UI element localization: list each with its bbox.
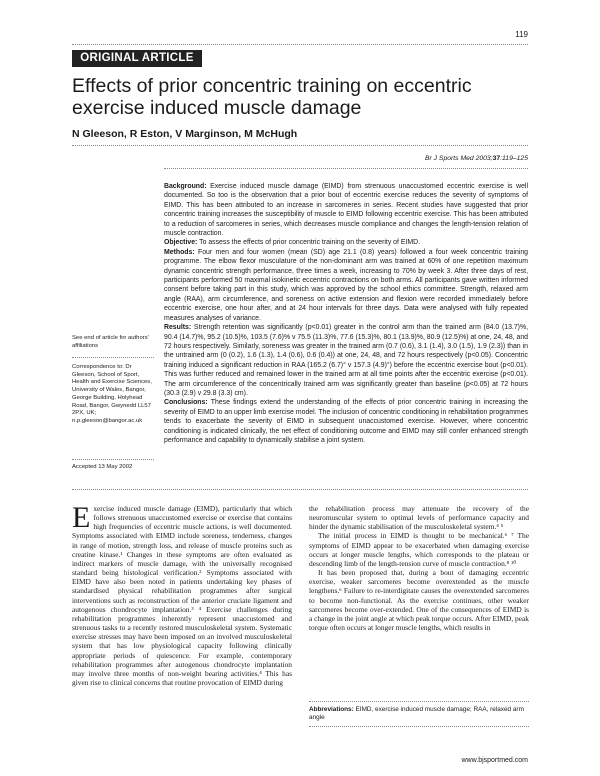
body-paragraph: the rehabilitation process may attenuate the recovery of the neuromuscular system to optimal levels of performance capacity and hinder the dynamic stabilisation of the musculoskeletal system.⁴ ⁵ bbox=[309, 504, 529, 532]
article-title: Effects of prior concentric training on eccentric exercise induced muscle damage bbox=[72, 75, 472, 119]
background-label: Background: bbox=[164, 183, 207, 190]
correspondence-note: Correspondence to: Dr Gleeson, School of Sport, Health and Exercise Sciences, University of Wales, Bangor, George Building, Holyhead Road, Bangor, Gwynedd LL57 2PX, UK; n.p.gleeson@bangor.ac.uk bbox=[72, 364, 152, 424]
abstract-objective bbox=[164, 238, 528, 247]
abstract bbox=[164, 182, 528, 445]
body-column-right bbox=[309, 504, 529, 632]
results-label: Results: bbox=[164, 324, 192, 332]
citation-year: 2003; bbox=[475, 155, 493, 162]
citation-divider bbox=[164, 168, 528, 169]
abbreviations-divider-bottom bbox=[309, 726, 529, 727]
abbreviations-label: Abbreviations: bbox=[309, 706, 354, 713]
body-paragraph bbox=[72, 501, 292, 687]
sidebar-divider-2 bbox=[72, 459, 154, 460]
results-text: Strength retention was significantly (p<0.01) greater in the control arm than the trained arm (84.0 (13.7)%, 90.4 (14.7)%, 95.2 (10.5)%, 103.5 (7.6)% v 75.5 (11.3)%, 77.6 (15.3)%, 80.1 (13.9)%, 80.9 (12.5)%) at one, 24, 48, and 72 hours respectively. Similarly, soreness was greater in the trained arm (0.7 (0.6), 3.1 (1.4), 3.0 (1.5), 1.9 (2.3)) than in the untrained arm (0 (0.2), 1.6 (1.3), 1.4 (0.6), 0.6 (0.4)) at one, 24, 48, and 72 hours respectively (p<0.05). Concentric training induced a significant reduction in RAA (165.2 (6.7)° v 157.3 (4.9)°) before the eccentric exercise bout (p<0.01). This was further reduced and remained lower in the trained arm at all time points after the eccentric exercise (p<0.01). The arm circumference of the concentrically trained arm was significantly greater than baseline (p<0.05) at 72 hours (30.3 (2.9) v 29.8 (3.3) cm). bbox=[164, 324, 528, 397]
page-number: 119 bbox=[515, 30, 528, 39]
objective-label: Objective: bbox=[164, 239, 198, 247]
abbreviations-text: EIMD, exercise induced muscle damage; RAA, relaxed arm angle bbox=[309, 706, 524, 722]
affiliations-note: See end of article for authors' affiliations bbox=[72, 335, 149, 349]
body-paragraph: It has been proposed that, during a bout of damaging eccentric exercise, weaker sarcomeres become overextended as the muscle lengthens.⁶ Failure to re-interdigitate causes the overextended sarcomeres to become non-functional. As the exercise continues, other weaker sarcomeres become over-extended. One of the consequences of EIMD is a change in the joint angle at which peak torque occurs. After EIMD, peak torque often occurs at longer muscle lengths, which results in bbox=[309, 568, 529, 633]
conclusions-label: Conclusions: bbox=[164, 399, 208, 407]
body-column-left bbox=[72, 501, 292, 687]
background-text: Exercise induced muscle damage (EIMD) from strenuous unaccustomed eccentric exercise is well documented. So too is the observation that a prior bout of eccentric exercise reduces the severity of symptoms of EIMD. This has been attributed to an increase in sarcomeres in series. Recent studies have suggested that prior concentric training increases the susceptibility of muscle to EIMD following eccentric exercise. This has been attributed to a reduction of sarcomeres in series, which decreases muscle compliance and changes the length-tension relation of muscle contraction. bbox=[164, 183, 528, 238]
abstract-bottom-divider bbox=[72, 489, 528, 490]
citation-pages: :119–125 bbox=[500, 155, 528, 162]
body-paragraph: The initial process in EIMD is thought to be mechanical.⁶ ⁷ The symptoms of EIMD appear to be exacerbated when damaging exercise occurs at longer muscle lengths, which corresponds to the plateau or descending limb of the length-tension curve of muscle contraction.⁸ ¹⁰ bbox=[309, 531, 529, 568]
sidebar-divider-1 bbox=[72, 357, 154, 358]
methods-label: Methods: bbox=[164, 248, 195, 256]
journal-citation bbox=[425, 155, 528, 162]
drop-cap: E bbox=[72, 501, 91, 534]
abstract-methods bbox=[164, 248, 528, 323]
objective-text: To assess the effects of prior concentric training on the severity of EIMD. bbox=[199, 239, 420, 247]
citation-volume: 37 bbox=[492, 155, 501, 162]
body-paragraph-text: xercise induced muscle damage (EIMD), particularly that which follows strenuous unaccustomed exercise or exercise that contains high frequencies of eccentric muscle actions, is well documented. Symptoms associated with EIMD include soreness, tenderness, changes in range of motion, strength loss, and release of muscle proteins such as creatine kinase.¹ Changes in these symptoms are often evaluated as indirect markers of muscle damage, with the universally recognised standard being histological verification.² Symptoms associated with EIMD have also been noted in patients undertaking key phases of standardised physical rehabilitation programmes after surgical interventions such as reconstruction of the anterior cruciate ligament and autogenous chondrocyte implantation.³ ⁴ Exercise challenges during rehabilitation programmes inherently represent unaccustomed and strenuous tasks to a recently restored musculoskeletal system. Systematic exercise stresses may have been imposed on an involved musculoskeletal system that has low physiological capacity following clinically appropriate periods of quiescence. For example, contemporary rehabilitation programmes after autogenous chondrocyte implantation may involve three months of non-weight bearing activities.⁴ This has given rise to clinical concerns that routine provocation of EIMD during bbox=[72, 504, 292, 687]
conclusions-text: These findings extend the understanding of the effects of prior concentric training in increasing the severity of EIMD to an upper limb exercise model. The inclusion of concentric conditioning in rehabilitation programmes tends to exacerbate the severity of EIMD in subsequent unaccustomed exercise. However, where concentric conditioning is indicated clinically, the net effect of conditioning outcome and EIMD may still confer enhanced strength performance and capability to dynamically stabilise a joint system. bbox=[164, 399, 528, 444]
citation-journal: Br J Sports Med bbox=[424, 155, 474, 162]
abbreviations-divider-top bbox=[309, 701, 529, 702]
accepted-date: Accepted 13 May 2002 bbox=[72, 464, 133, 470]
article-type-badge: ORIGINAL ARTICLE bbox=[72, 50, 202, 67]
journal-url: www.bjsportmed.com bbox=[461, 757, 528, 764]
abstract-background bbox=[164, 182, 528, 238]
authors-divider bbox=[72, 145, 528, 146]
abstract-conclusions bbox=[164, 398, 528, 445]
methods-text: Four men and four women (mean (SD) age 21.1 (0.8) years) followed a four week concentric training programme. The elbow flexor musculature of the non-dominant arm was trained at 60% of one repetition maximum dynamic concentric strength performance, three times a week, increasing to 70% by week 3. After three days of rest, participants performed 50 maximal isokinetic eccentric contractions on both arms. All participants gave written informed consent before taking part in this study, which was approved by the school ethics committee. Strength, relaxed arm angle (RAA), arm circumference, and soreness on active extension and flexion were recorded immediately before eccentric exercise, one hour after, and at 24 hour intervals for three days. Data were analysed with fully repeated measures analyses of variance. bbox=[164, 248, 528, 322]
abstract-results bbox=[164, 323, 528, 398]
header-divider bbox=[72, 44, 528, 45]
abbreviations-box bbox=[309, 706, 529, 723]
author-list: N Gleeson, R Eston, V Marginson, M McHugh bbox=[72, 128, 298, 140]
